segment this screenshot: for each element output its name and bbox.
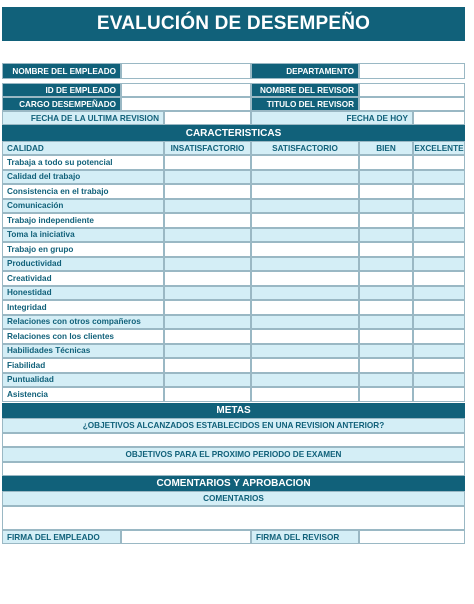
reviewer-name-label: NOMBRE DEL REVISOR <box>251 83 359 97</box>
characteristic-label: Relaciones con los clientes <box>2 329 164 344</box>
rating-cell-insatisfactorio[interactable] <box>164 315 251 330</box>
rating-cell-excelente[interactable] <box>413 199 465 214</box>
rating-cell-bien[interactable] <box>359 329 413 344</box>
rating-cell-insatisfactorio[interactable] <box>164 286 251 301</box>
comments-label: COMENTARIOS <box>2 491 465 506</box>
rating-cell-insatisfactorio[interactable] <box>164 199 251 214</box>
rating-cell-insatisfactorio[interactable] <box>164 242 251 257</box>
rating-cell-excelente[interactable] <box>413 329 465 344</box>
characteristic-label: Toma la iniciativa <box>2 228 164 243</box>
rating-cell-bien[interactable] <box>359 242 413 257</box>
rating-cell-insatisfactorio[interactable] <box>164 184 251 199</box>
rating-cell-bien[interactable] <box>359 155 413 170</box>
rating-cell-bien[interactable] <box>359 315 413 330</box>
rating-cell-insatisfactorio[interactable] <box>164 213 251 228</box>
employee-name-label: NOMBRE DEL EMPLEADO <box>2 63 121 79</box>
employee-id-field[interactable] <box>121 83 251 97</box>
column-header-4: EXCELENTE <box>413 141 465 155</box>
rating-cell-satisfactorio[interactable] <box>251 228 359 243</box>
rating-cell-satisfactorio[interactable] <box>251 242 359 257</box>
employee-id-label: ID DE EMPLEADO <box>2 83 121 97</box>
column-header-3: BIEN <box>359 141 413 155</box>
position-label: CARGO DESEMPEÑADO <box>2 97 121 111</box>
rating-cell-satisfactorio[interactable] <box>251 344 359 359</box>
rating-cell-excelente[interactable] <box>413 155 465 170</box>
position-field[interactable] <box>121 97 251 111</box>
next-goals-field[interactable] <box>2 462 465 476</box>
previous-goals-label: ¿OBJETIVOS ALCANZADOS ESTABLECIDOS EN UNA REVISION ANTERIOR? <box>2 418 465 433</box>
rating-cell-bien[interactable] <box>359 184 413 199</box>
characteristic-label: Trabajo en grupo <box>2 242 164 257</box>
rating-cell-satisfactorio[interactable] <box>251 315 359 330</box>
rating-cell-excelente[interactable] <box>413 271 465 286</box>
rating-cell-bien[interactable] <box>359 300 413 315</box>
rating-cell-satisfactorio[interactable] <box>251 271 359 286</box>
reviewer-title-field[interactable] <box>359 97 465 111</box>
characteristic-label: Calidad del trabajo <box>2 170 164 185</box>
rating-cell-insatisfactorio[interactable] <box>164 387 251 402</box>
reviewer-signature-field[interactable] <box>359 530 465 544</box>
rating-cell-excelente[interactable] <box>413 387 465 402</box>
characteristic-label: Relaciones con otros compañeros <box>2 315 164 330</box>
rating-cell-excelente[interactable] <box>413 373 465 388</box>
last-review-date-field[interactable] <box>164 111 251 125</box>
rating-cell-insatisfactorio[interactable] <box>164 257 251 272</box>
last-review-date-label: FECHA DE LA ULTIMA REVISION <box>2 111 164 125</box>
rating-cell-bien[interactable] <box>359 228 413 243</box>
characteristic-label: Trabajo independiente <box>2 213 164 228</box>
department-label: DEPARTAMENTO <box>251 63 359 79</box>
rating-cell-satisfactorio[interactable] <box>251 257 359 272</box>
characteristics-header: CARACTERISTICAS <box>2 125 465 141</box>
department-field[interactable] <box>359 63 465 79</box>
rating-cell-bien[interactable] <box>359 358 413 373</box>
page-title: EVALUCIÓN DE DESEMPEÑO <box>2 7 465 41</box>
characteristic-label: Honestidad <box>2 286 164 301</box>
rating-cell-excelente[interactable] <box>413 184 465 199</box>
rating-cell-satisfactorio[interactable] <box>251 184 359 199</box>
previous-goals-field[interactable] <box>2 433 465 447</box>
rating-cell-bien[interactable] <box>359 170 413 185</box>
rating-cell-insatisfactorio[interactable] <box>164 373 251 388</box>
rating-cell-bien[interactable] <box>359 387 413 402</box>
rating-cell-satisfactorio[interactable] <box>251 300 359 315</box>
rating-cell-satisfactorio[interactable] <box>251 213 359 228</box>
rating-cell-insatisfactorio[interactable] <box>164 329 251 344</box>
rating-cell-excelente[interactable] <box>413 242 465 257</box>
rating-cell-excelente[interactable] <box>413 300 465 315</box>
characteristic-label: Fiabilidad <box>2 358 164 373</box>
today-date-field[interactable] <box>413 111 465 125</box>
rating-cell-bien[interactable] <box>359 344 413 359</box>
rating-cell-insatisfactorio[interactable] <box>164 170 251 185</box>
column-header-0: CALIDAD <box>2 141 164 155</box>
rating-cell-excelente[interactable] <box>413 228 465 243</box>
rating-cell-satisfactorio[interactable] <box>251 286 359 301</box>
reviewer-title-label: TITULO DEL REVISOR <box>251 97 359 111</box>
characteristic-label: Comunicación <box>2 199 164 214</box>
rating-cell-satisfactorio[interactable] <box>251 329 359 344</box>
goals-header: METAS <box>2 403 465 418</box>
comments-field[interactable] <box>2 506 465 530</box>
rating-cell-satisfactorio[interactable] <box>251 199 359 214</box>
rating-cell-satisfactorio[interactable] <box>251 358 359 373</box>
rating-cell-insatisfactorio[interactable] <box>164 228 251 243</box>
reviewer-name-field[interactable] <box>359 83 465 97</box>
rating-cell-satisfactorio[interactable] <box>251 373 359 388</box>
rating-cell-excelente[interactable] <box>413 358 465 373</box>
characteristic-label: Consistencia en el trabajo <box>2 184 164 199</box>
rating-cell-bien[interactable] <box>359 286 413 301</box>
next-goals-label: OBJETIVOS PARA EL PROXIMO PERIODO DE EXAMEN <box>2 447 465 462</box>
rating-cell-insatisfactorio[interactable] <box>164 300 251 315</box>
today-date-label: FECHA DE HOY <box>251 111 413 125</box>
rating-cell-excelente[interactable] <box>413 315 465 330</box>
rating-cell-bien[interactable] <box>359 199 413 214</box>
rating-cell-insatisfactorio[interactable] <box>164 271 251 286</box>
rating-cell-excelente[interactable] <box>413 170 465 185</box>
rating-cell-excelente[interactable] <box>413 286 465 301</box>
rating-cell-excelente[interactable] <box>413 213 465 228</box>
characteristic-label: Creatividad <box>2 271 164 286</box>
employee-signature-label: FIRMA DEL EMPLEADO <box>2 530 121 544</box>
characteristic-label: Puntualidad <box>2 373 164 388</box>
characteristic-label: Habilidades Técnicas <box>2 344 164 359</box>
rating-cell-satisfactorio[interactable] <box>251 387 359 402</box>
rating-cell-insatisfactorio[interactable] <box>164 155 251 170</box>
column-header-1: INSATISFACTORIO <box>164 141 251 155</box>
characteristic-label: Productividad <box>2 257 164 272</box>
column-header-2: SATISFACTORIO <box>251 141 359 155</box>
rating-cell-satisfactorio[interactable] <box>251 170 359 185</box>
rating-cell-satisfactorio[interactable] <box>251 155 359 170</box>
rating-cell-excelente[interactable] <box>413 344 465 359</box>
rating-cell-bien[interactable] <box>359 213 413 228</box>
characteristic-label: Asistencia <box>2 387 164 402</box>
characteristic-label: Trabaja a todo su potencial <box>2 155 164 170</box>
rating-cell-bien[interactable] <box>359 257 413 272</box>
characteristic-label: Integridad <box>2 300 164 315</box>
rating-cell-excelente[interactable] <box>413 257 465 272</box>
rating-cell-insatisfactorio[interactable] <box>164 358 251 373</box>
rating-cell-bien[interactable] <box>359 373 413 388</box>
comments-header: COMENTARIOS Y APROBACION <box>2 476 465 491</box>
rating-cell-bien[interactable] <box>359 271 413 286</box>
employee-signature-field[interactable] <box>121 530 251 544</box>
rating-cell-insatisfactorio[interactable] <box>164 344 251 359</box>
reviewer-signature-label: FIRMA DEL REVISOR <box>251 530 359 544</box>
employee-name-field[interactable] <box>121 63 251 79</box>
